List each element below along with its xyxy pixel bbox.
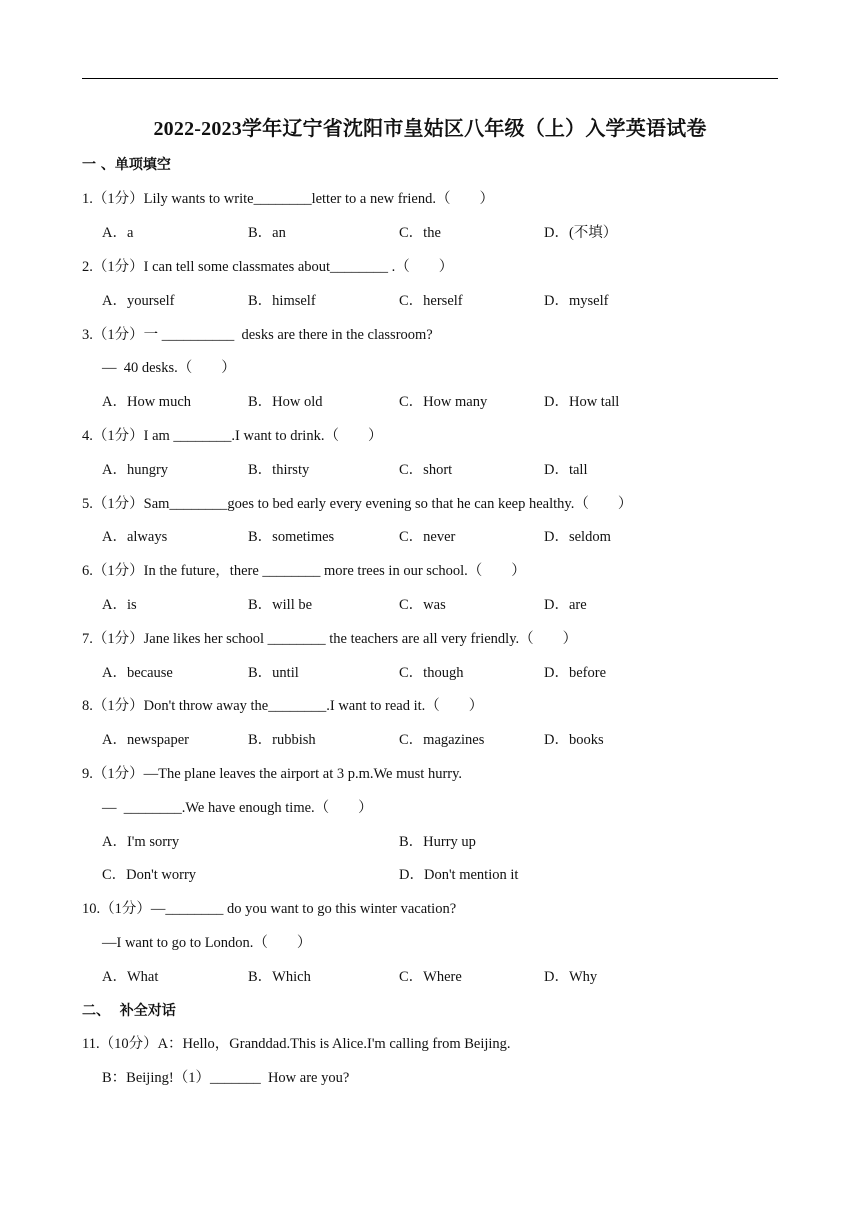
dialogue-line: 11.（10分）A：Hello，Granddad.This is Alice.I'm calling from Beijing. [82, 1036, 511, 1052]
option-d[interactable]: D．are [544, 597, 587, 613]
option-c[interactable]: C．Don't worry [102, 867, 197, 883]
option-d[interactable]: D．myself [544, 293, 609, 309]
option-b[interactable]: B．himself [248, 293, 316, 309]
option-a[interactable]: A．always [102, 529, 168, 545]
option-c[interactable]: C．herself [399, 293, 463, 309]
dialogue-line: B：Beijing!（1）_______ How are you? [102, 1070, 350, 1086]
option-d[interactable]: D．books [544, 732, 604, 748]
option-a[interactable]: A．because [102, 665, 173, 681]
section-heading-dialogue: 二、 补全对话 [82, 1003, 176, 1019]
option-a[interactable]: A．hungry [102, 462, 169, 478]
question-stem: 2.（1分）I can tell some classmates about________ .（ ） [82, 259, 454, 275]
option-a[interactable]: A．yourself [102, 293, 175, 309]
option-b[interactable]: B．until [248, 665, 299, 681]
option-b[interactable]: B．thirsty [248, 462, 310, 478]
option-c[interactable]: C．though [399, 665, 464, 681]
question-stem: 9.（1分）—The plane leaves the airport at 3 p.m.We must hurry. [82, 766, 463, 782]
option-d[interactable]: D．seldom [544, 529, 611, 545]
question-stem: 5.（1分）Sam________goes to bed early every evening so that he can keep healthy.（ ） [82, 496, 633, 512]
top-rule [82, 78, 778, 79]
option-d[interactable]: D．Don't mention it [399, 867, 519, 883]
option-d[interactable]: D．Why [544, 969, 598, 985]
option-c[interactable]: C．was [399, 597, 446, 613]
question-stem: 6.（1分）In the future，there ________ more trees in our school.（ ） [82, 563, 526, 579]
page-title: 2022-2023学年辽宁省沈阳市皇姑区八年级（上）入学英语试卷 [153, 118, 707, 140]
option-a[interactable]: A．How much [102, 394, 192, 410]
option-b[interactable]: B．an [248, 225, 286, 241]
question-stem: 7.（1分）Jane likes her school ________ the teachers are all very friendly.（ ） [82, 631, 578, 647]
option-b[interactable]: B．How old [248, 394, 323, 410]
option-c[interactable]: C．short [399, 462, 453, 478]
option-b[interactable]: B．Hurry up [399, 834, 476, 850]
option-d[interactable]: D．before [544, 665, 607, 681]
option-c[interactable]: C．How many [399, 394, 488, 410]
option-b[interactable]: B．Which [248, 969, 311, 985]
question-stem: 10.（1分）—________ do you want to go this winter vacation? [82, 901, 457, 917]
option-c[interactable]: C．the [399, 225, 441, 241]
option-b[interactable]: B．sometimes [248, 529, 335, 545]
question-stem: 4.（1分）I am ________.I want to drink.（ ） [82, 428, 383, 444]
question-stem: 1.（1分）Lily wants to write________letter to a new friend.（ ） [82, 191, 494, 207]
option-d[interactable]: D．(不填） [544, 225, 618, 241]
option-a[interactable]: A．newspaper [102, 732, 189, 748]
option-a[interactable]: A．I'm sorry [102, 834, 180, 850]
option-a[interactable]: A．is [102, 597, 137, 613]
option-a[interactable]: A．What [102, 969, 159, 985]
option-d[interactable]: D．tall [544, 462, 588, 478]
question-stem-continued: — ________.We have enough time.（ ） [102, 800, 373, 816]
option-b[interactable]: B．rubbish [248, 732, 316, 748]
option-a[interactable]: A．a [102, 225, 134, 241]
option-d[interactable]: D．How tall [544, 394, 620, 410]
question-stem: 8.（1分）Don't throw away the________.I want to read it.（ ） [82, 698, 484, 714]
question-stem-continued: —I want to go to London.（ ） [102, 935, 312, 951]
question-stem-continued: — 40 desks.（ ） [102, 360, 236, 376]
option-c[interactable]: C．Where [399, 969, 462, 985]
section-heading-single-choice: 一 、单项填空 [82, 157, 171, 173]
option-c[interactable]: C．never [399, 529, 456, 545]
question-stem: 3.（1分）一 __________ desks are there in the classroom? [82, 327, 433, 343]
option-c[interactable]: C．magazines [399, 732, 485, 748]
option-b[interactable]: B．will be [248, 597, 313, 613]
